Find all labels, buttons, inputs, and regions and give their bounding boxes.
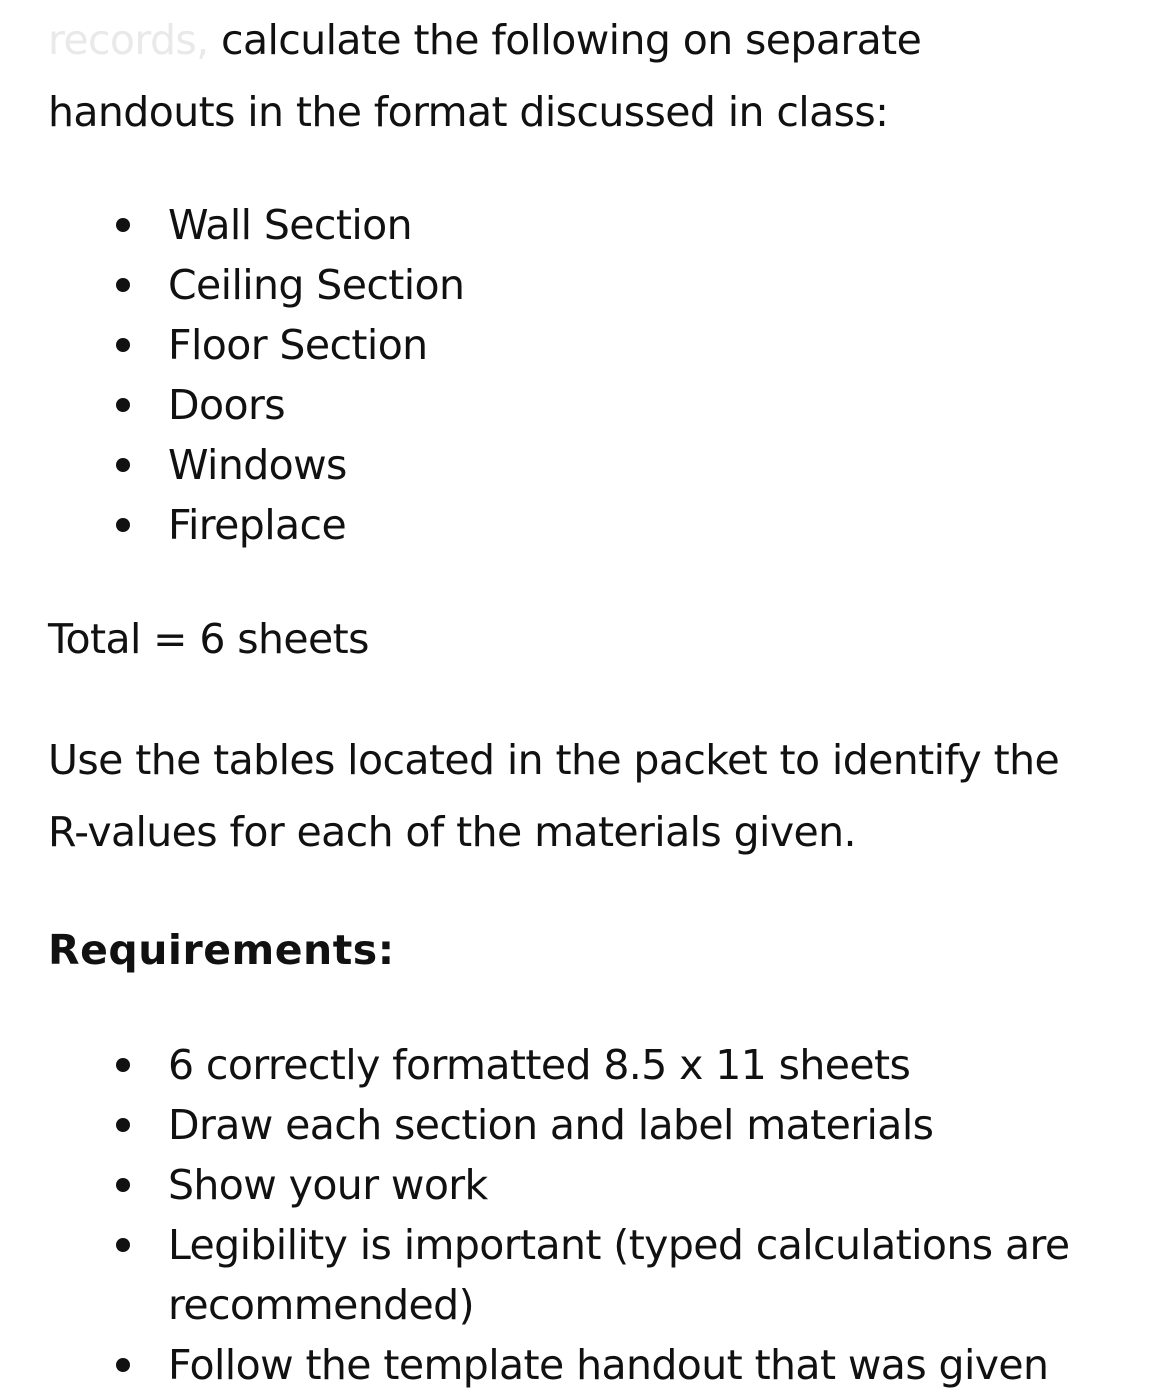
intro-line-1: [48, 4, 921, 76]
bullet-icon: [116, 1178, 130, 1192]
bullet-icon: [116, 1358, 130, 1372]
bullet-icon: [116, 338, 130, 352]
intro-text-1: calculate the following on separate: [221, 16, 922, 64]
list-item: Windows: [0, 435, 464, 495]
list-item: Show your work: [0, 1155, 1070, 1215]
bullet-icon: [116, 278, 130, 292]
intro-line-2: handouts in the format discussed in class:: [48, 88, 889, 136]
sections-list: [0, 195, 464, 555]
list-item: Follow the template handout that was given: [0, 1335, 1070, 1395]
bullet-icon: [116, 218, 130, 232]
total-sheets: Total = 6 sheets: [48, 615, 369, 663]
list-item: Ceiling Section: [0, 255, 464, 315]
bullet-icon: [116, 518, 130, 532]
bullet-icon: [116, 458, 130, 472]
list-item: Draw each section and label materials: [0, 1095, 1070, 1155]
list-item: Legibility is important (typed calculations are recommended): [0, 1215, 1070, 1335]
list-item: Doors: [0, 375, 464, 435]
list-item: 6 correctly formatted 8.5 x 11 sheets: [0, 1035, 1070, 1095]
list-item: Floor Section: [0, 315, 464, 375]
tables-note-line-2: R-values for each of the materials given.: [48, 808, 856, 856]
faded-comma: ,: [196, 16, 222, 64]
list-item: Wall Section: [0, 195, 464, 255]
bullet-icon: [116, 1238, 130, 1252]
bullet-icon: [116, 398, 130, 412]
requirements-list: [0, 1035, 1070, 1395]
faded-text: records: [48, 16, 197, 64]
requirements-heading: Requirements:: [48, 926, 395, 974]
bullet-icon: [116, 1118, 130, 1132]
list-item: Fireplace: [0, 495, 464, 555]
bullet-icon: [116, 1058, 130, 1072]
tables-note-line-1: Use the tables located in the packet to identify the: [48, 736, 1060, 784]
